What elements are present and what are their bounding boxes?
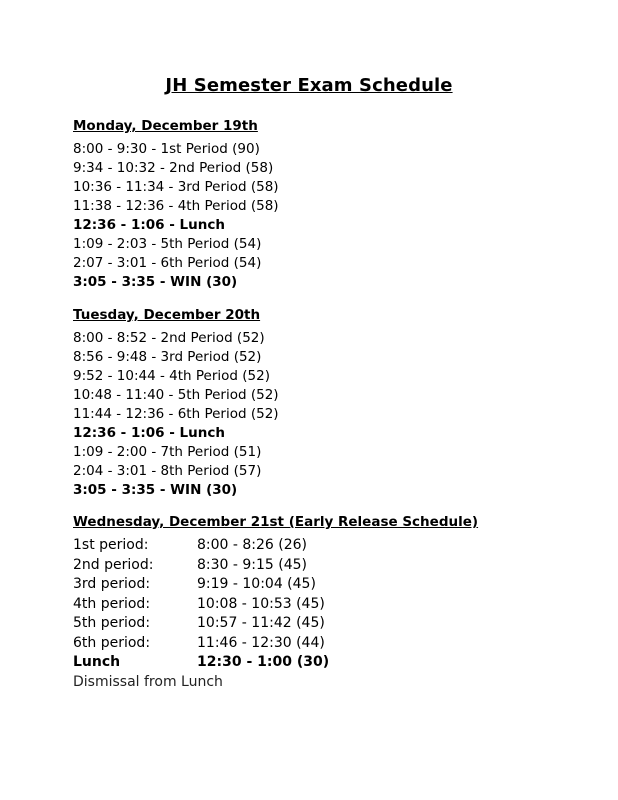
schedule-row: 9:34 - 10:32 - 2nd Period (58) (73, 160, 274, 176)
schedule-row: 11:38 - 12:36 - 4th Period (58) (73, 198, 279, 214)
period-time: 10:57 - 11:42 (45) (197, 615, 325, 631)
monday-section (73, 116, 279, 292)
schedule-row: 8:00 - 9:30 - 1st Period (90) (73, 141, 260, 157)
monday-heading: Monday, December 19th (73, 118, 258, 134)
schedule-row (73, 536, 433, 556)
period-label: 3rd period: (73, 576, 151, 592)
schedule-row: 11:44 - 12:36 - 6th Period (52) (73, 406, 279, 422)
schedule-row: 2:04 - 3:01 - 8th Period (57) (73, 463, 262, 479)
period-label: 6th period: (73, 634, 151, 651)
schedule-row (73, 614, 433, 634)
schedule-row: 10:36 - 11:34 - 3rd Period (58) (73, 179, 279, 195)
schedule-row (73, 556, 433, 576)
period-time: 11:46 - 12:30 (44) (197, 634, 325, 651)
period-label: 5th period: (73, 615, 151, 631)
schedule-row: 8:56 - 9:48 - 3rd Period (52) (73, 349, 262, 365)
schedule-row-lunch (73, 653, 433, 673)
period-time: 9:19 - 10:04 (45) (197, 576, 316, 592)
schedule-row-win: 3:05 - 3:35 - WIN (30) (73, 482, 238, 498)
schedule-row (73, 595, 433, 615)
period-label: 4th period: (73, 595, 151, 612)
schedule-row (73, 575, 433, 595)
schedule-row: 1:09 - 2:03 - 5th Period (54) (73, 236, 262, 252)
period-time: 12:30 - 1:00 (30) (197, 654, 330, 670)
tuesday-section (73, 305, 279, 500)
dismissal-note: Dismissal from Lunch (73, 673, 223, 690)
schedule-row: 10:48 - 11:40 - 5th Period (52) (73, 387, 279, 403)
schedule-row: 1:09 - 2:00 - 7th Period (51) (73, 444, 262, 460)
schedule-row (73, 634, 433, 654)
schedule-row: 2:07 - 3:01 - 6th Period (54) (73, 255, 262, 271)
tuesday-heading: Tuesday, December 20th (73, 307, 261, 323)
schedule-row-lunch: 12:36 - 1:06 - Lunch (73, 425, 225, 441)
period-label: 1st period: (73, 537, 149, 553)
schedule-row-lunch: 12:36 - 1:06 - Lunch (73, 217, 225, 233)
schedule-row-win: 3:05 - 3:35 - WIN (30) (73, 274, 238, 290)
period-time: 8:00 - 8:26 (26) (197, 537, 308, 553)
schedule-row: 8:00 - 8:52 - 2nd Period (52) (73, 330, 265, 346)
period-label: 2nd period: (73, 556, 154, 573)
period-label: Lunch (73, 654, 121, 670)
period-time: 8:30 - 9:15 (45) (197, 556, 308, 573)
wednesday-heading: Wednesday, December 21st (Early Release Schedule) (73, 514, 479, 530)
period-time: 10:08 - 10:53 (45) (197, 595, 325, 612)
page-title: JH Semester Exam Schedule (165, 75, 453, 96)
schedule-row: 9:52 - 10:44 - 4th Period (52) (73, 368, 270, 384)
wednesday-section (73, 512, 478, 692)
